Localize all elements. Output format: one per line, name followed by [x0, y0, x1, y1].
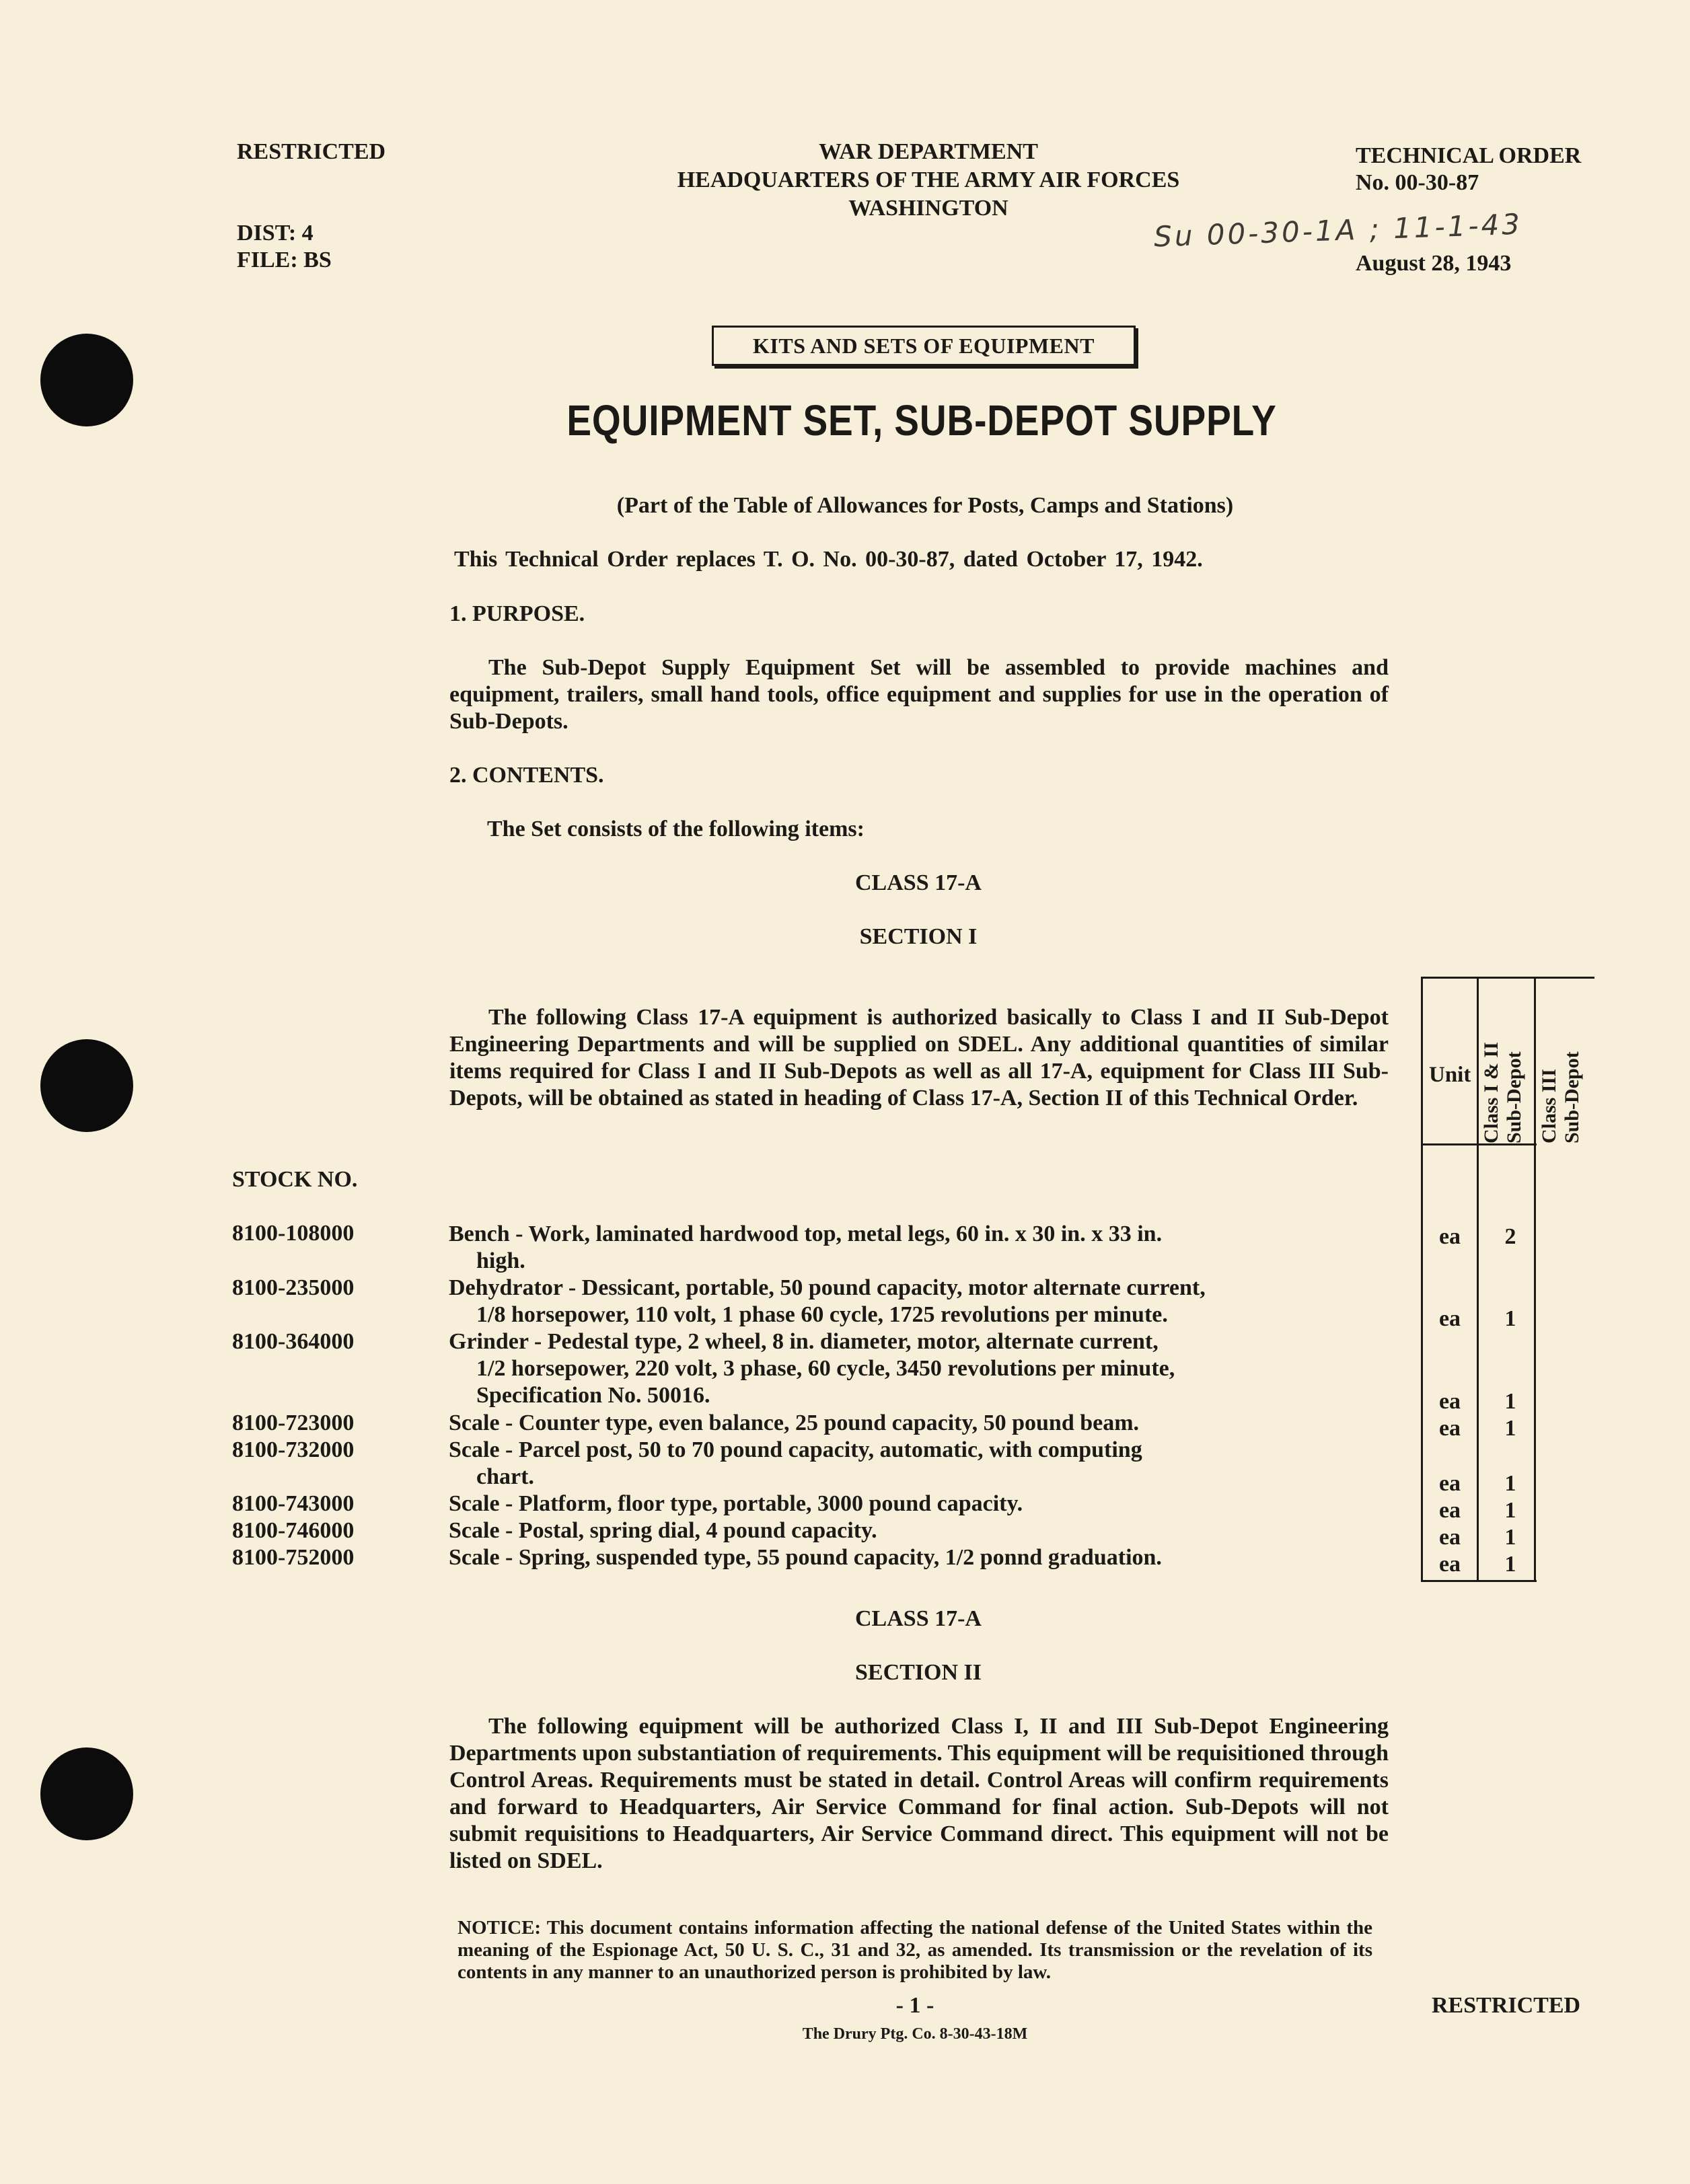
binder-hole-bottom — [40, 1747, 133, 1840]
quantity-value: 2 — [1504, 1224, 1516, 1249]
quantity-value: 1 — [1504, 1471, 1516, 1496]
item-description-cont: high. — [476, 1248, 525, 1273]
table-top-rule — [1421, 977, 1594, 979]
stock-number: 8100-108000 — [232, 1221, 355, 1246]
class-1-2-header-b: Sub-Depot — [1503, 1051, 1525, 1143]
item-description: Scale - Postal, spring dial, 4 pound capacity. — [449, 1518, 877, 1543]
item-description: Scale - Counter type, even balance, 25 pound capacity, 50 pound beam. — [449, 1410, 1140, 1435]
binder-hole-top — [40, 334, 133, 426]
technical-order-number: No. 00-30-87 — [1356, 170, 1479, 195]
item-description: Grinder - Pedestal type, 2 wheel, 8 in. diameter, motor, alternate current, — [449, 1329, 1159, 1354]
technical-order-label: TECHNICAL ORDER — [1356, 143, 1582, 168]
unit-value: ea — [1438, 1525, 1461, 1550]
item-description: Scale - Parcel post, 50 to 70 pound capacity, automatic, with computing — [449, 1437, 1142, 1462]
table-header-rule — [1421, 1143, 1537, 1145]
purpose-text: The Sub-Depot Supply Equipment Set will be assembled to provide machines and equipment, trailers, small hand tools, office equipment and supplies for use in the operation of Sub-Depots. — [449, 655, 1389, 734]
class-1-2-header-a: Class I & II — [1480, 1042, 1502, 1143]
unit-value: ea — [1438, 1471, 1461, 1496]
file-code: FILE: BS — [237, 248, 332, 272]
table-bottom-rule — [1421, 1580, 1537, 1582]
class-3-header-a: Class III — [1538, 1069, 1560, 1143]
unit-value: ea — [1438, 1389, 1461, 1414]
stock-number: 8100-723000 — [232, 1410, 355, 1435]
class-heading-section-2: CLASS 17-A — [855, 1606, 982, 1631]
item-description-cont: Specification No. 50016. — [476, 1383, 710, 1408]
table-divider-2 — [1534, 977, 1536, 1582]
quantity-value: 1 — [1504, 1552, 1516, 1577]
item-description: Scale - Spring, suspended type, 55 pound capacity, 1/2 ponnd graduation. — [449, 1545, 1162, 1570]
class-3-header-b: Sub-Depot — [1561, 1051, 1583, 1143]
location-name: WASHINGTON — [848, 196, 1008, 221]
section-1-heading: SECTION I — [859, 924, 978, 949]
item-description: Scale - Platform, floor type, portable, 3000 pound capacity. — [449, 1491, 1023, 1516]
unit-value: ea — [1438, 1552, 1461, 1577]
document-title: EQUIPMENT SET, SUB-DEPOT SUPPLY — [566, 396, 1277, 445]
item-description: Bench - Work, laminated hardwood top, metal legs, 60 in. x 30 in. x 33 in. — [449, 1221, 1163, 1246]
restricted-label-bottom: RESTRICTED — [1432, 1993, 1581, 2018]
unit-value: ea — [1438, 1224, 1461, 1249]
subtitle: (Part of the Table of Allowances for Posts, Camps and Stations) — [616, 493, 1234, 518]
item-description-cont: chart. — [476, 1464, 534, 1489]
department-name: WAR DEPARTMENT — [819, 139, 1038, 164]
class-heading-section-1: CLASS 17-A — [855, 870, 982, 895]
stock-number: 8100-752000 — [232, 1545, 355, 1570]
quantity-value: 1 — [1504, 1498, 1516, 1523]
replacement-notice: This Technical Order replaces T. O. No. 00-30-87, dated October 17, 1942. — [454, 547, 1203, 572]
printer-imprint: The Drury Ptg. Co. 8-30-43-18M — [802, 2025, 1028, 2043]
unit-value: ea — [1438, 1498, 1461, 1523]
restricted-label-top: RESTRICTED — [237, 139, 386, 164]
stock-number-header: STOCK NO. — [232, 1167, 358, 1192]
quantity-value: 1 — [1504, 1525, 1516, 1550]
unit-value: ea — [1438, 1416, 1461, 1441]
unit-value: ea — [1438, 1306, 1461, 1331]
unit-column-header: Unit — [1429, 1063, 1471, 1087]
contents-heading: 2. CONTENTS. — [449, 763, 604, 788]
quantity-value: 1 — [1504, 1306, 1516, 1331]
binder-hole-middle — [40, 1039, 133, 1132]
page-number: - 1 - — [895, 1993, 934, 2018]
quantity-value: 1 — [1504, 1389, 1516, 1414]
stock-number: 8100-732000 — [232, 1437, 355, 1462]
item-description: Dehydrator - Dessicant, portable, 50 pound capacity, motor alternate current, — [449, 1275, 1206, 1300]
contents-intro: The Set consists of the following items: — [487, 817, 865, 841]
category-box: KITS AND SETS OF EQUIPMENT — [712, 326, 1136, 366]
stock-number: 8100-364000 — [232, 1329, 355, 1354]
section-2-heading: SECTION II — [854, 1660, 982, 1685]
item-description-cont: 1/8 horsepower, 110 volt, 1 phase 60 cycle, 1725 revolutions per minute. — [476, 1302, 1168, 1327]
section-1-intro: The following Class 17-A equipment is authorized basically to Class I and II Sub-Depot Engineering Departments and will be supplied on SDEL. Any additional quantities of similar items required for Class I and II Sub-Depots as well as all 17-A, equipment for Class III Sub-Depots, will be obtained as stated in heading of Class 17-A, Section II of this Technical Order. — [449, 1005, 1389, 1110]
headquarters-name: HEADQUARTERS OF THE ARMY AIR FORCES — [677, 167, 1180, 192]
purpose-heading: 1. PURPOSE. — [449, 601, 585, 626]
stock-number: 8100-743000 — [232, 1491, 355, 1516]
issue-date: August 28, 1943 — [1356, 251, 1512, 276]
handwritten-annotation: Su 00-30-1A ; 11-1-43 — [1153, 207, 1523, 254]
stock-number: 8100-235000 — [232, 1275, 355, 1300]
quantity-value: 1 — [1504, 1416, 1516, 1441]
section-2-intro: The following equipment will be authorized Class I, II and III Sub-Depot Engineering Departments upon substantiation of requirements. This equipment will be requisitioned through Control Areas. Requirements must be stated in detail. Control Areas will confirm requirements and forward to Headquarters, Air Service Command for final action. Sub-Depots will not submit requisitions to Headquarters, Air Service Command direct. This equipment will not be listed on SDEL. — [449, 1714, 1389, 1873]
distribution-code: DIST: 4 — [237, 221, 314, 246]
stock-number: 8100-746000 — [232, 1518, 355, 1543]
security-notice: NOTICE: This document contains information affecting the national defense of the United States within the meaning of the Espionage Act, 50 U. S. C., 31 and 32, as amended. Its transmission or the revelation of its contents in any manner to an unauthorized person is prohibited by law. — [457, 1917, 1372, 1983]
item-description-cont: 1/2 horsepower, 220 volt, 3 phase, 60 cycle, 3450 revolutions per minute, — [476, 1356, 1175, 1381]
